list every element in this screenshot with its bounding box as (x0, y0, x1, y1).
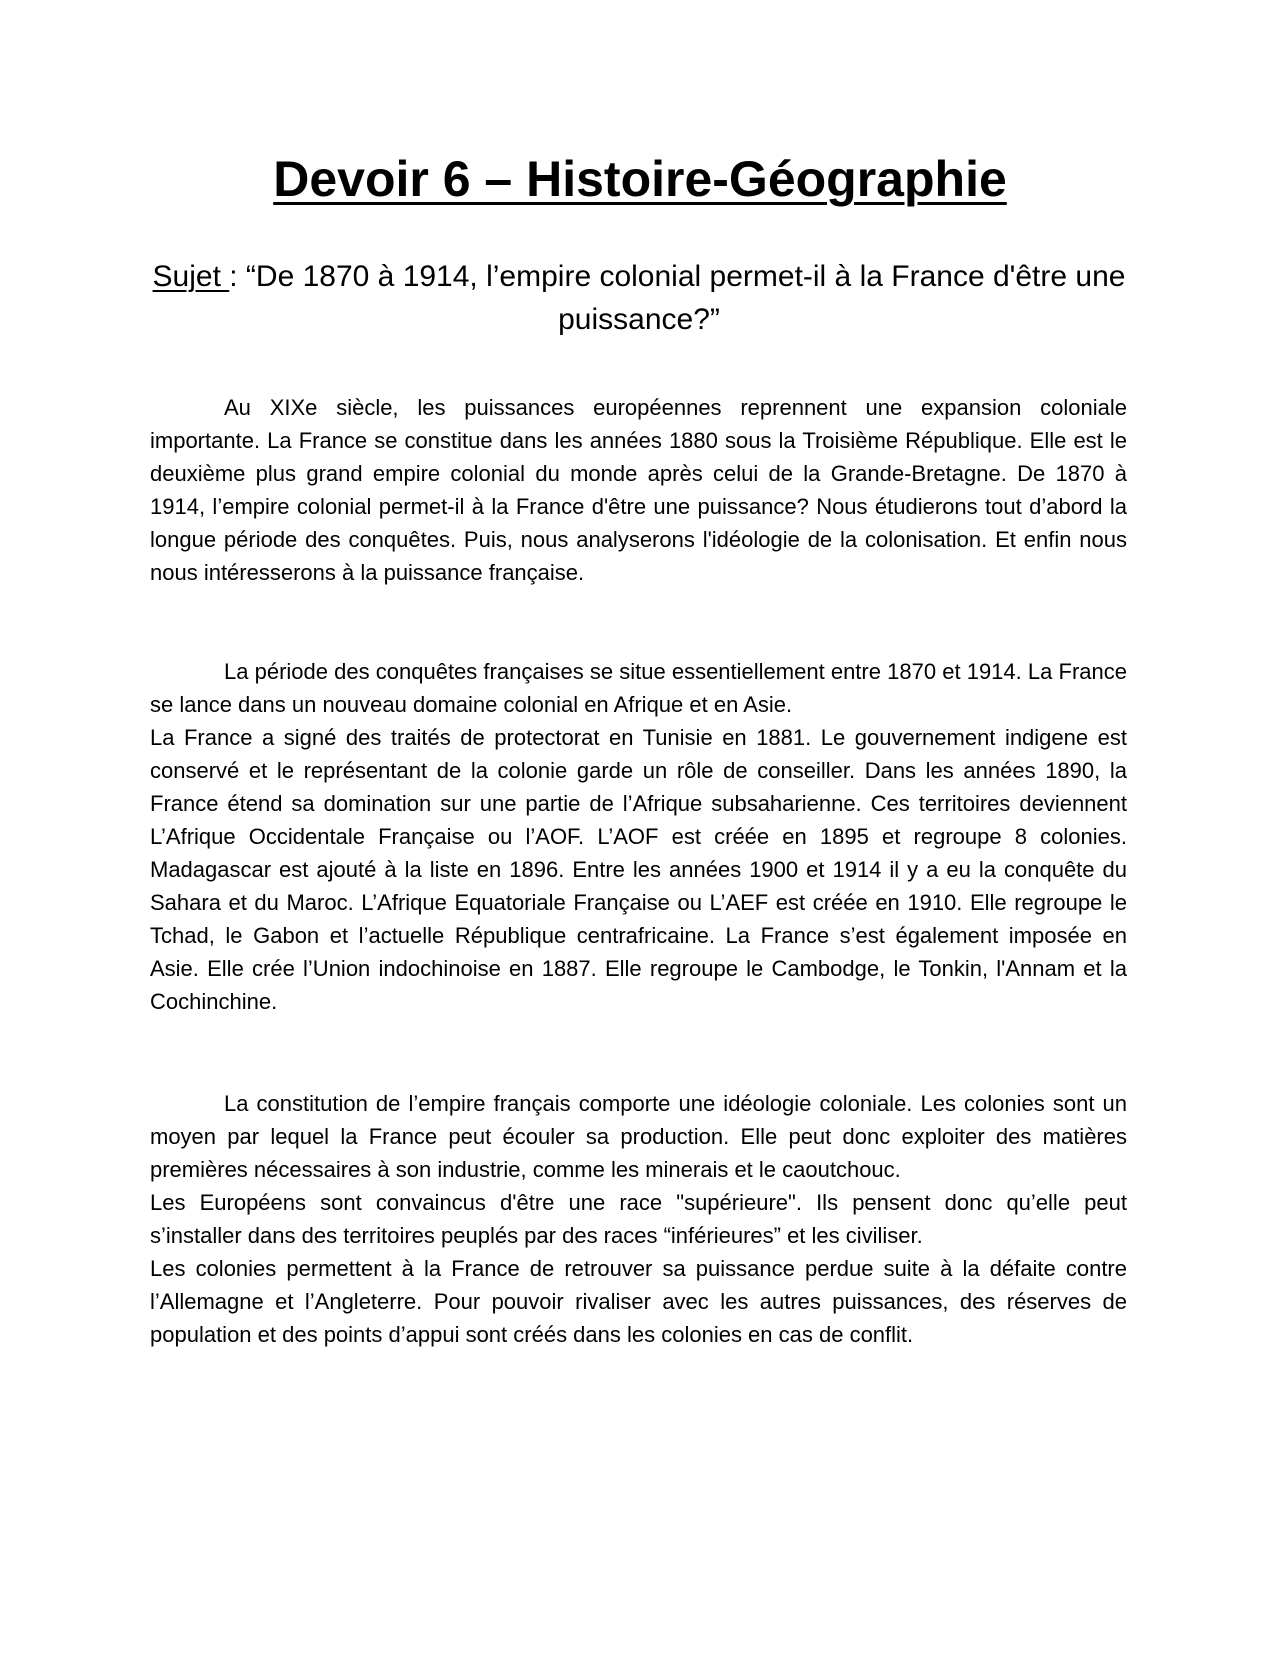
paragraph-line: Au XIXe siècle, les puissances européennes reprennent une expansion coloniale importante. La France se constitue dans les années 1880 sous la Troisième République. Elle est le deuxième plus grand empire colonial du monde après celui de la Grande-Bretagne. De 1870 à 1914, l’empire colonial permet-il à la France d'être une puissance? Nous étudierons tout d’abord la longue période des conquêtes. Puis, nous analyserons l'idéologie de la colonisation. Et enfin nous nous intéresserons à la puissance française. (150, 395, 1127, 585)
paragraph-ideology (150, 1087, 1127, 1351)
document-title (0, 148, 1280, 210)
subject-heading (150, 255, 1128, 341)
paragraph-line: La France a signé des traités de protectorat en Tunisie en 1881. Le gouvernement indigene est conservé et le représentant de la colonie garde un rôle de conseiller. Dans les années 1890, la France étend sa domination sur une partie de l’Afrique subsaharienne. Ces territoires deviennent L’Afrique Occidentale Française ou l’AOF. L’AOF est créée en 1895 et regroupe 8 colonies. Madagascar est ajouté à la liste en 1896. Entre les années 1900 et 1914 il y a eu la conquête du Sahara et du Maroc. L’Afrique Equatoriale Française ou L’AEF est créée en 1910. Elle regroupe le Tchad, le Gabon et l’actuelle République centrafricaine. La France s’est également imposée en Asie. Elle crée l’Union indochinoise en 1887. Elle regroupe le Cambodge, le Tonkin, l'Annam et la Cochinchine. (150, 725, 1127, 1014)
paragraph-line: Les colonies permettent à la France de retrouver sa puissance perdue suite à la défaite contre l’Allemagne et l’Angleterre. Pour pouvoir rivaliser avec les autres puissances, des réserves de population et des points d’appui sont créés dans les colonies en cas de conflit. (150, 1256, 1127, 1347)
paragraph-line: Les Européens sont convaincus d'être une race "supérieure". Ils pensent donc qu’elle peut s’installer dans des territoires peuplés par des races “inférieures” et les civiliser. (150, 1190, 1127, 1248)
subject-label: Sujet (152, 260, 230, 293)
paragraph-line: La constitution de l’empire français comporte une idéologie coloniale. Les colonies sont un moyen par lequel la France peut écouler sa production. Elle peut donc exploiter des matières premières nécessaires à son industrie, comme les minerais et le caoutchouc. (150, 1091, 1127, 1182)
document-title-text: Devoir 6 – Histoire-Géographie (273, 151, 1007, 207)
paragraph-line: La période des conquêtes françaises se situe essentiellement entre 1870 et 1914. La France se lance dans un nouveau domaine colonial en Afrique et en Asie. (150, 659, 1127, 717)
paragraph-introduction (150, 391, 1127, 589)
paragraph-conquests (150, 655, 1127, 1018)
subject-text: : “De 1870 à 1914, l’empire colonial permet-il à la France d'être une puissance?” (229, 260, 1126, 336)
